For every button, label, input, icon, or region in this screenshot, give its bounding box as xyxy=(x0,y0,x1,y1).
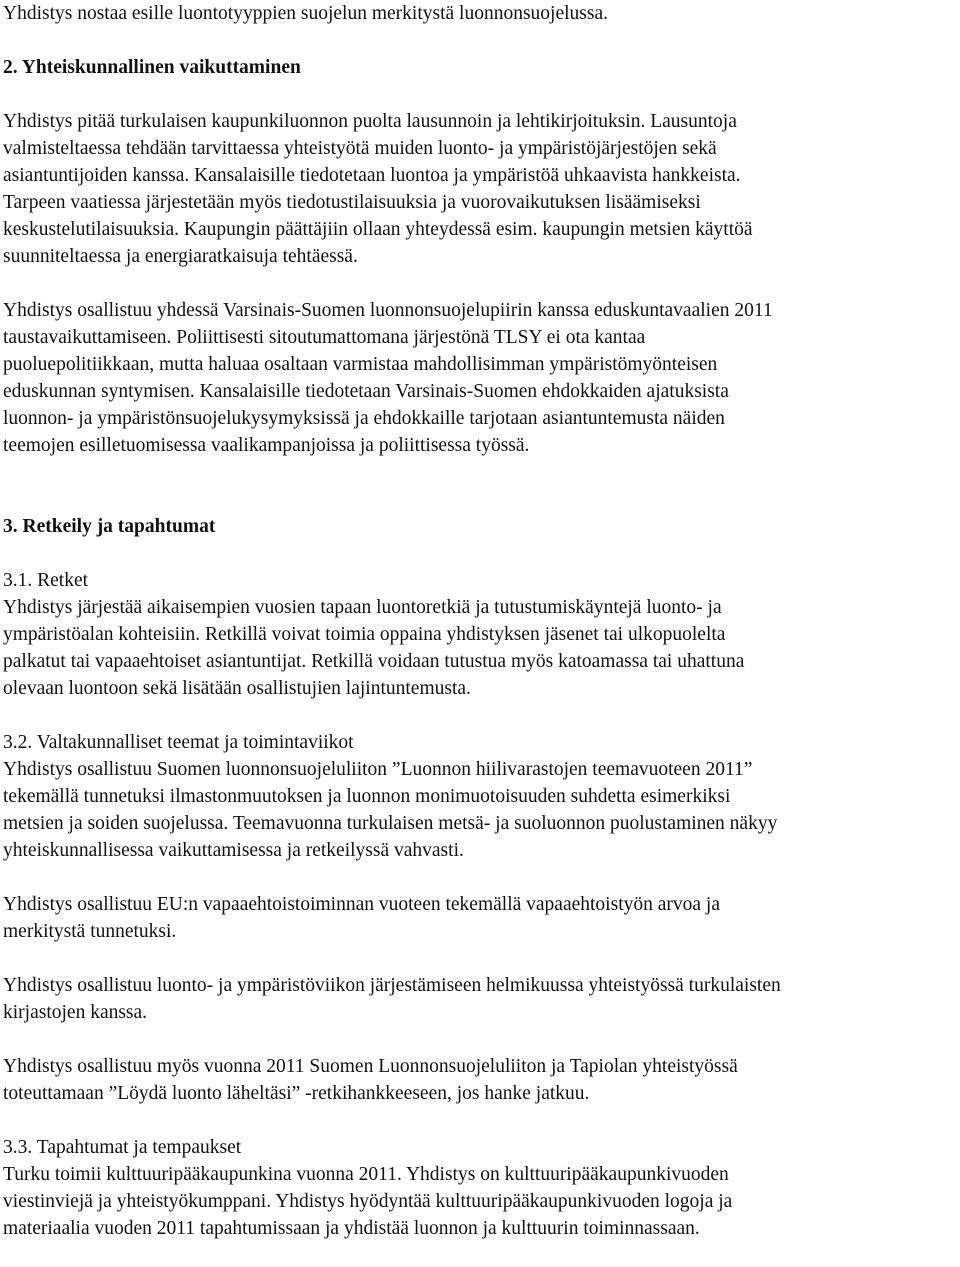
text-line: puoluepolitiikkaan, mutta haluaa osaltaan varmistaa mahdollisimman ympäristömyönteisen xyxy=(3,354,718,375)
text-line: Yhdistys osallistuu yhdessä Varsinais-Suomen luonnonsuojelupiirin kanssa eduskuntavaalien 2011 xyxy=(3,300,773,321)
intro-paragraph xyxy=(3,0,957,27)
text-line: yhteiskunnallisessa vaikuttamisessa ja retkeilyssä vahvasti. xyxy=(3,840,464,861)
subsection-title: 3.2. Valtakunnalliset teemat ja toimintaviikot xyxy=(3,732,354,753)
subsection-title: 3.1. Retket xyxy=(3,570,89,591)
text-line: Yhdistys osallistuu myös vuonna 2011 Suomen Luonnonsuojeluliiton ja Tapiolan yhteistyössä xyxy=(3,1056,738,1077)
text-line: Yhdistys osallistuu Suomen luonnonsuojeluliiton ”Luonnon hiilivarastojen teemavuoteen 2011” xyxy=(3,759,753,780)
subsection-3-1 xyxy=(3,567,957,702)
section-2-paragraph-2 xyxy=(3,297,957,459)
text-line: palkatut tai vapaaehtoiset asiantuntijat. Retkillä voidaan tutustua myös katoamassa tai uhattuna xyxy=(3,651,745,672)
text-line: Tarpeen vaatiessa järjestetään myös tiedotustilaisuuksia ja vuorovaikutuksen lisäämiseksi xyxy=(3,192,701,213)
text-line: toteuttamaan ”Löydä luonto läheltäsi” -retkihankkeeseen, jos hanke jatkuu. xyxy=(3,1083,590,1104)
text-line: teemojen esilletuomisessa vaalikampanjoissa ja poliittisessa työssä. xyxy=(3,435,530,456)
text-line: olevaan luontoon sekä lisätään osallistujien lajintuntemusta. xyxy=(3,678,471,699)
text-line: asiantuntijoiden kanssa. Kansalaisille tiedotetaan luontoa ja ympäristöä uhkaavista hankkeista. xyxy=(3,165,741,186)
text-line: keskustelutilaisuuksia. Kaupungin päättäjiin ollaan yhteydessä esim. kaupungin metsien käyttöä xyxy=(3,219,753,240)
intro-line: Yhdistys nostaa esille luontotyyppien suojelun merkitystä luonnonsuojelussa. xyxy=(3,3,608,24)
text-line: taustavaikuttamiseen. Poliittisesti sitoutumattomana järjestönä TLSY ei ota kantaa xyxy=(3,327,646,348)
document-page xyxy=(3,0,957,1242)
text-line: suunniteltaessa ja energiaratkaisuja tehtäessä. xyxy=(3,246,358,267)
subsection-title: 3.3. Tapahtumat ja tempaukset xyxy=(3,1137,242,1158)
section-2-heading: 2. Yhteiskunnallinen vaikuttaminen xyxy=(3,57,301,78)
text-line: Yhdistys pitää turkulaisen kaupunkiluonnon puolta lausunnoin ja lehtikirjoituksin. Lausuntoja xyxy=(3,111,737,132)
text-line: Yhdistys osallistuu EU:n vapaaehtoistoiminnan vuoteen tekemällä vapaaehtoistyön arvoa ja xyxy=(3,894,720,915)
text-line: Yhdistys järjestää aikaisempien vuosien tapaan luontoretkiä ja tutustumiskäyntejä luonto- ja xyxy=(3,597,722,618)
text-line: materiaalia vuoden 2011 tapahtumissaan ja yhdistää luonnon ja kulttuurin toiminnassaan. xyxy=(3,1218,700,1239)
text-line: eduskunnan syntymisen. Kansalaisille tiedotetaan Varsinais-Suomen ehdokkaiden ajatuksista xyxy=(3,381,729,402)
section-3-heading: 3. Retkeily ja tapahtumat xyxy=(3,516,216,537)
subsection-3-3 xyxy=(3,1134,957,1242)
text-line: kirjastojen kanssa. xyxy=(3,1002,148,1023)
subsection-3-2 xyxy=(3,729,957,1107)
text-line: ympäristöalan kohteisiin. Retkillä voivat toimia oppaina yhdistyksen jäsenet tai ulkopuolelta xyxy=(3,624,726,645)
section-2-paragraph-1 xyxy=(3,108,957,270)
text-line: valmisteltaessa tehdään tarvittaessa yhteistyötä muiden luonto- ja ympäristöjärjestöjen sekä xyxy=(3,138,717,159)
text-line: viestinviejä ja yhteistyökumppani. Yhdistys hyödyntää kulttuuripääkaupunkivuoden logoja ja xyxy=(3,1191,733,1212)
text-line: Turku toimii kulttuuripääkaupunkina vuonna 2011. Yhdistys on kulttuuripääkaupunkivuoden xyxy=(3,1164,729,1185)
text-line: merkitystä tunnetuksi. xyxy=(3,921,177,942)
text-line: tekemällä tunnetuksi ilmastonmuutoksen ja luonnon monimuotoisuuden suhdetta esimerkiksi xyxy=(3,786,731,807)
text-line: luonnon- ja ympäristönsuojelukysymyksissä ja ehdokkaille tarjotaan asiantuntemusta näiden xyxy=(3,408,725,429)
text-line: metsien ja soiden suojelussa. Teemavuonna turkulaisen metsä- ja suoluonnon puolustaminen näkyy xyxy=(3,813,778,834)
text-line: Yhdistys osallistuu luonto- ja ympäristöviikon järjestämiseen helmikuussa yhteistyössä turkulaisten xyxy=(3,975,781,996)
